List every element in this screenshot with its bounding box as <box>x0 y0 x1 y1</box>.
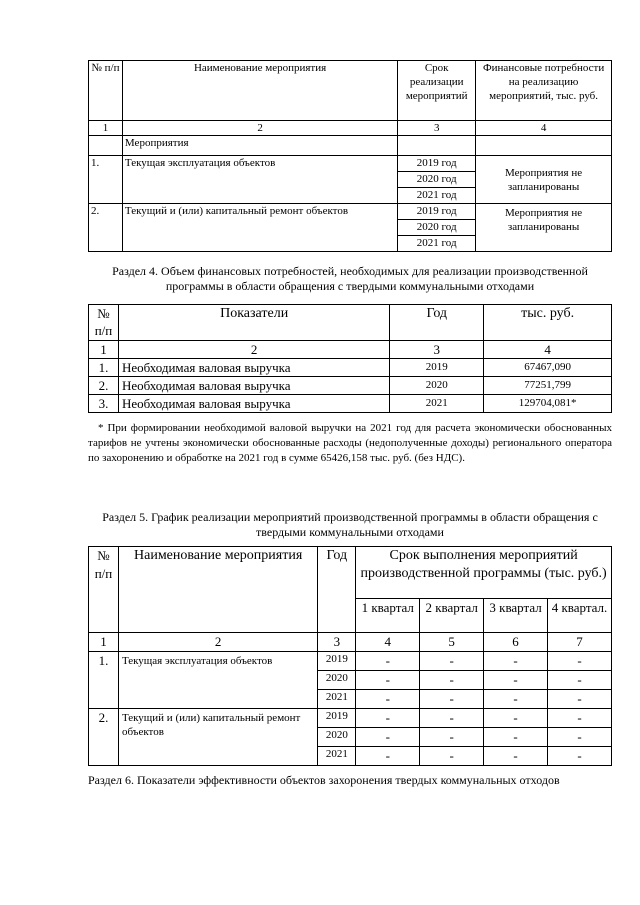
row-indicator: Необходимая валовая выручка <box>118 395 389 413</box>
row-num: 1. <box>89 652 119 709</box>
row-year: 2020 <box>318 671 356 690</box>
quarter-value: - <box>548 671 612 690</box>
row-years <box>398 156 476 204</box>
quarter-value: - <box>484 747 548 766</box>
header-year: Год <box>390 305 484 341</box>
row-years <box>398 204 476 252</box>
year-cell: 2020 год <box>398 220 475 236</box>
header-year: Год <box>318 547 356 633</box>
quarter-value: - <box>484 728 548 747</box>
row-num: 2. <box>89 709 119 766</box>
col-number: 3 <box>390 341 484 359</box>
quarter-value: - <box>484 690 548 709</box>
quarter-value: - <box>484 671 548 690</box>
quarter-value: - <box>420 709 484 728</box>
section-5-title: Раздел 5. График реализации мероприятий производственной программы в области обращения с твердыми коммунальными отходами <box>102 510 598 539</box>
table-row <box>89 204 612 252</box>
quarter-value: - <box>356 709 420 728</box>
table-row <box>89 359 612 377</box>
col-number: 2 <box>122 121 397 136</box>
row-num: 2. <box>89 204 123 252</box>
quarter-value: - <box>356 652 420 671</box>
row-year: 2021 <box>318 690 356 709</box>
row-name: Текущая эксплуатация объектов <box>122 156 397 204</box>
quarter-header: 1 квартал <box>356 599 420 633</box>
quarter-value: - <box>420 728 484 747</box>
quarter-value: - <box>484 709 548 728</box>
header-term: Срок реализации мероприятий <box>398 61 476 121</box>
row-value: 67467,090 <box>484 359 612 377</box>
row-num: 1. <box>89 359 119 377</box>
header-finance: Финансовые потребности на реализацию мероприятий, тыс. руб. <box>476 61 612 121</box>
header-term: Срок выполнения мероприятий производственной программы (тыс. руб.) <box>356 547 612 599</box>
quarter-header: 4 квартал. <box>548 599 612 633</box>
row-finance: Мероприятия не запланированы <box>476 156 612 204</box>
row-year: 2019 <box>318 709 356 728</box>
col-number: 3 <box>318 633 356 652</box>
col-number: 1 <box>89 121 123 136</box>
header-indicator: Показатели <box>118 305 389 341</box>
year-cell: 2021 год <box>416 237 457 249</box>
header-num: № п/п <box>89 305 119 341</box>
section-6-title: Раздел 6. Показатели эффективности объектов захоронения твердых коммунальных отходов <box>88 773 560 787</box>
quarter-value: - <box>356 728 420 747</box>
header-name: Наименование мероприятия <box>118 547 317 633</box>
table-row <box>89 395 612 413</box>
row-year: 2020 <box>390 377 484 395</box>
col-number: 3 <box>398 121 476 136</box>
row-year: 2019 <box>318 652 356 671</box>
year-cell: 2020 год <box>398 172 475 188</box>
row-name: Текущий и (или) капитальный ремонт объектов <box>122 204 397 252</box>
col-number: 6 <box>484 633 548 652</box>
row-indicator: Необходимая валовая выручка <box>118 377 389 395</box>
table-row <box>89 709 612 728</box>
section-label: Мероприятия <box>122 136 397 156</box>
row-indicator: Необходимая валовая выручка <box>118 359 389 377</box>
footnote: * При формировании необходимой валовой выручки на 2021 год для расчета экономически обоснованных тарифов не учтены экономически обоснованные расходы (недополученные доходы) регионального оператора по захоронению и обработке на 2021 год в сумме 65426,158 тыс. руб. (без НДС). <box>88 422 612 464</box>
col-number: 5 <box>420 633 484 652</box>
row-name: Текущая эксплуатация объектов <box>118 652 317 709</box>
year-cell: 2021 год <box>416 189 457 201</box>
col-number: 7 <box>548 633 612 652</box>
quarter-value: - <box>420 671 484 690</box>
activities-finance-table <box>88 60 612 252</box>
quarter-value: - <box>356 671 420 690</box>
header-num: № п/п <box>89 547 119 633</box>
quarter-value: - <box>420 652 484 671</box>
quarter-value: - <box>548 709 612 728</box>
row-name: Текущий и (или) капитальный ремонт объектов <box>118 709 317 766</box>
col-number: 1 <box>89 341 119 359</box>
quarter-header: 3 квартал <box>484 599 548 633</box>
section-4-title: Раздел 4. Объем финансовых потребностей, необходимых для реализации производственной программы в области обращения с твердыми коммунальными отходами <box>112 264 588 293</box>
row-value: 129704,081* <box>484 395 612 413</box>
table-row <box>89 156 612 204</box>
row-finance: Мероприятия не запланированы <box>476 204 612 252</box>
row-num: 1. <box>89 156 123 204</box>
quarter-value: - <box>356 690 420 709</box>
year-cell: 2019 год <box>398 156 475 172</box>
quarter-value: - <box>548 747 612 766</box>
quarter-value: - <box>548 690 612 709</box>
col-number: 4 <box>356 633 420 652</box>
col-number: 4 <box>484 341 612 359</box>
quarter-header: 2 квартал <box>420 599 484 633</box>
financial-needs-table <box>88 304 612 413</box>
col-number: 4 <box>476 121 612 136</box>
table-row <box>89 377 612 395</box>
row-num: 2. <box>89 377 119 395</box>
row-year: 2020 <box>318 728 356 747</box>
row-year: 2021 <box>390 395 484 413</box>
row-value: 77251,799 <box>484 377 612 395</box>
row-year: 2021 <box>318 747 356 766</box>
quarter-value: - <box>420 690 484 709</box>
row-num: 3. <box>89 395 119 413</box>
schedule-table <box>88 546 612 766</box>
col-number: 2 <box>118 633 317 652</box>
col-number: 1 <box>89 633 119 652</box>
row-year: 2019 <box>390 359 484 377</box>
table-row <box>89 652 612 671</box>
header-num: № п/п <box>89 61 123 121</box>
year-cell: 2019 год <box>398 204 475 220</box>
quarter-value: - <box>548 728 612 747</box>
col-number: 2 <box>118 341 389 359</box>
quarter-value: - <box>420 747 484 766</box>
quarter-value: - <box>356 747 420 766</box>
header-name: Наименование мероприятия <box>122 61 397 121</box>
quarter-value: - <box>484 652 548 671</box>
header-amount: тыс. руб. <box>484 305 612 341</box>
quarter-value: - <box>548 652 612 671</box>
